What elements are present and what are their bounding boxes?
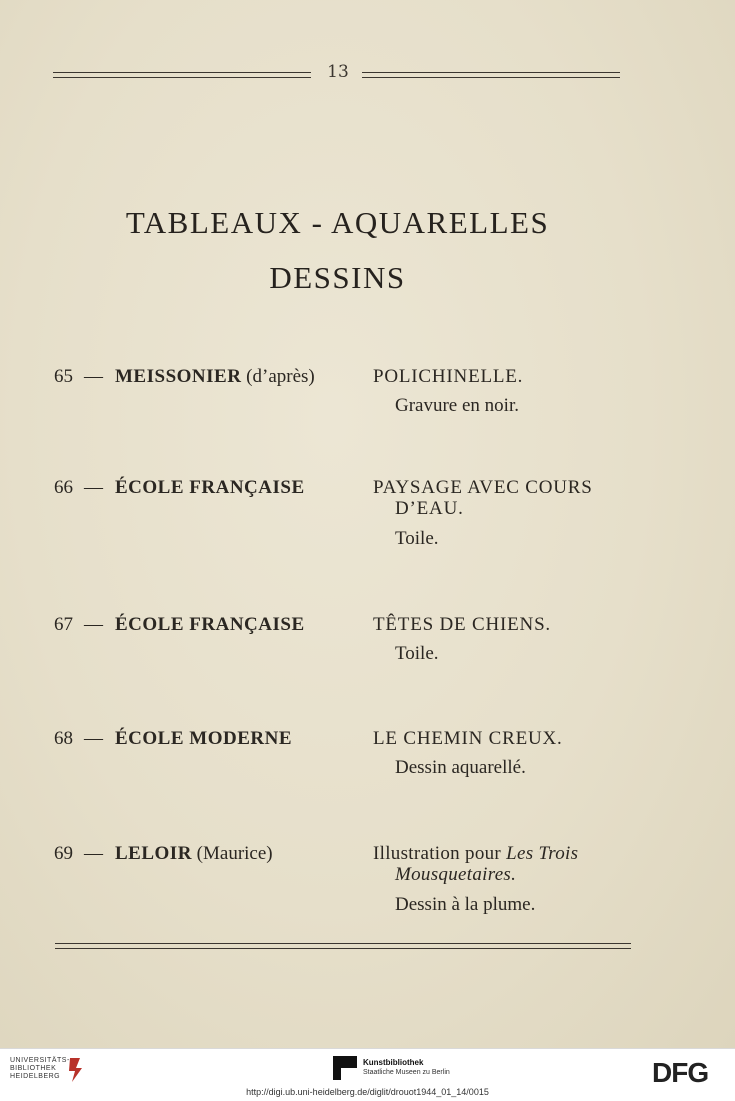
- lot-number: 67: [54, 614, 73, 635]
- dfg-logo[interactable]: DFG: [652, 1057, 709, 1088]
- header-rule-left: [53, 72, 311, 78]
- lot-title-line: PAYSAGE AVEC COURS: [373, 477, 593, 498]
- lot-medium: Dessin aquarellé.: [395, 757, 526, 778]
- lot-artist: [115, 477, 305, 499]
- lot-title-prefix: Illustration pour: [373, 843, 507, 864]
- lot-number: 65: [54, 366, 73, 387]
- lot-title: [373, 477, 635, 519]
- lot-title: POLICHINELLE.: [373, 366, 524, 387]
- kunstbibliothek-title: Kunstbibliothek: [363, 1058, 424, 1067]
- bottom-rule: [55, 943, 631, 949]
- lot-medium: Dessin à la plume.: [395, 894, 536, 915]
- lot-title: LE CHEMIN CREUX.: [373, 728, 563, 749]
- kunstbibliothek-subtitle: Staatliche Museen zu Berlin: [363, 1069, 450, 1076]
- lot-title: [373, 843, 635, 885]
- lot-title: TÊTES DE CHIENS.: [373, 614, 551, 635]
- artist-name: MEISSONIER: [115, 366, 242, 387]
- artist-name: LELOIR: [115, 843, 192, 864]
- lot-artist: [115, 614, 305, 636]
- lot-medium: Toile.: [395, 643, 439, 664]
- artist-name: ÉCOLE FRANÇAISE: [115, 614, 305, 635]
- lot-title-continuation: Mousquetaires.: [395, 864, 517, 885]
- logo-line: HEIDELBERG: [10, 1073, 61, 1080]
- page-number: 13: [327, 62, 349, 82]
- university-seal-icon: [66, 1056, 86, 1084]
- section-title-line-2: DESSINS: [269, 260, 406, 295]
- lot-title-continuation: D’EAU.: [395, 498, 464, 519]
- digitization-footer: [0, 1048, 735, 1101]
- lot-artist: [115, 366, 315, 388]
- artist-qualifier: (d’après): [246, 366, 315, 387]
- lot-dash: —: [84, 614, 103, 635]
- section-title-line-1: TABLEAUX - AQUARELLES: [125, 205, 550, 240]
- logo-line: UNIVERSITÄTS-: [10, 1057, 70, 1064]
- lot-dash: —: [84, 477, 103, 498]
- lot-artist: [115, 843, 273, 865]
- kunstbibliothek-logo[interactable]: [333, 1056, 493, 1086]
- logo-line: BIBLIOTHEK: [10, 1065, 57, 1072]
- lot-dash: —: [84, 728, 103, 749]
- lot-dash: —: [84, 843, 103, 864]
- header-rule-right: [362, 72, 620, 78]
- artist-name: ÉCOLE MODERNE: [115, 728, 292, 749]
- kunstbibliothek-icon: [333, 1056, 357, 1080]
- lot-number: 66: [54, 477, 73, 498]
- lot-number: 69: [54, 843, 73, 864]
- lot-medium: Toile.: [395, 528, 439, 549]
- lot-dash: —: [84, 366, 103, 387]
- lot-number: 68: [54, 728, 73, 749]
- university-library-logo[interactable]: [10, 1057, 70, 1081]
- artist-qualifier: (Maurice): [196, 843, 273, 864]
- lot-title-italic: Les Trois: [506, 843, 579, 864]
- artist-name: ÉCOLE FRANÇAISE: [115, 477, 305, 498]
- lot-artist: [115, 728, 292, 750]
- lot-medium: Gravure en noir.: [395, 395, 519, 416]
- source-url[interactable]: http://digi.ub.uni-heidelberg.de/diglit/drouot1944_01_14/0015: [246, 1087, 489, 1097]
